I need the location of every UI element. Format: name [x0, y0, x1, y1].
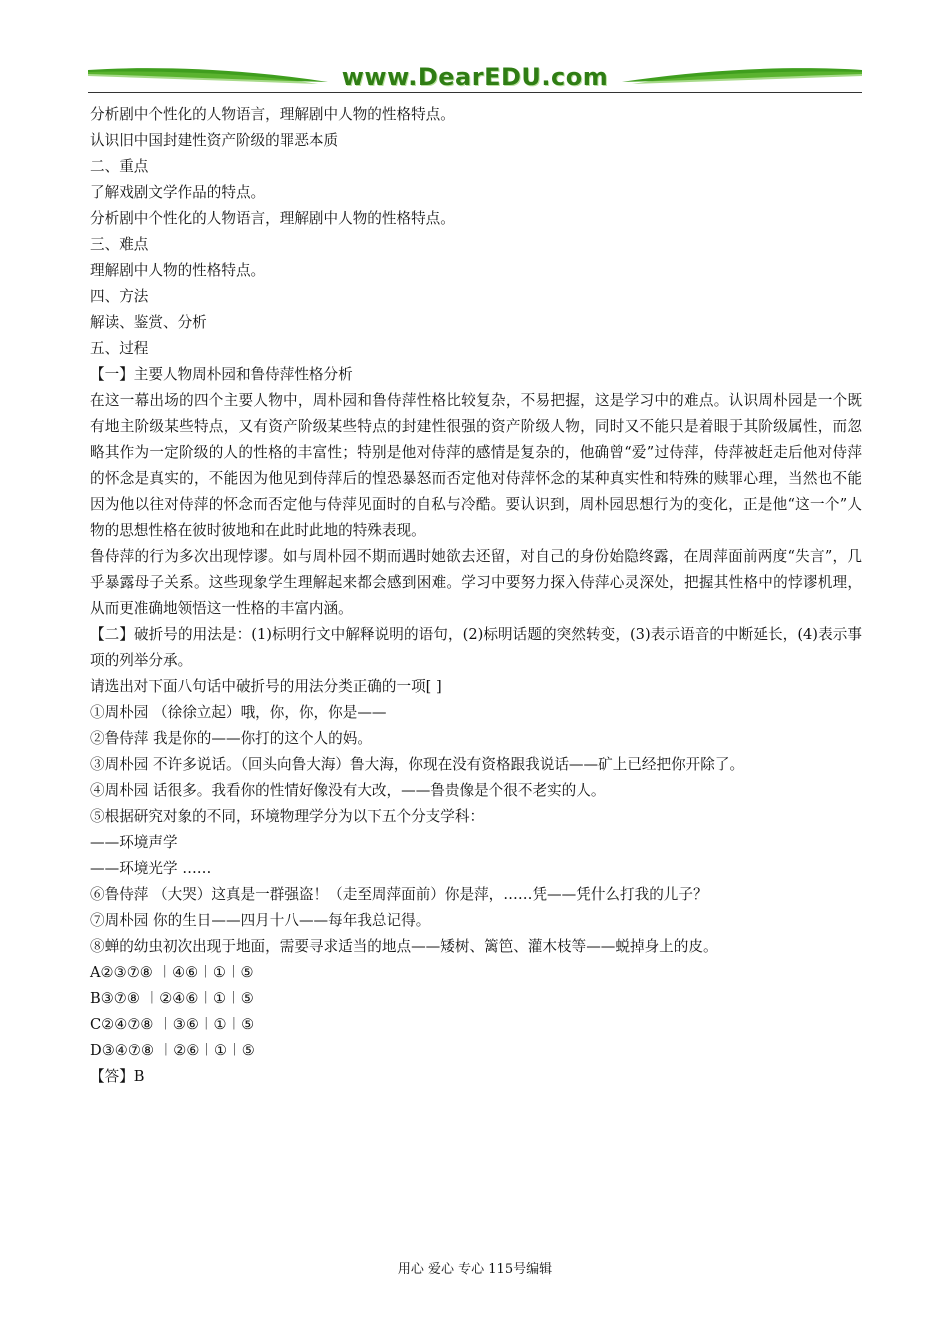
answer-option-d: D③④⑦⑧ ︱②⑥︱①︱⑤: [90, 1042, 255, 1059]
answer-option-c: C②④⑦⑧ ︱③⑥︱①︱⑤: [90, 1016, 255, 1033]
example-sentence: ⑥鲁侍萍 （大哭）这真是一群强盗！（走至周萍面前）你是萍，……凭——凭什么打我的儿子？: [90, 886, 708, 903]
site-header-banner: [88, 60, 862, 96]
answer-option-a: A②③⑦⑧ ︱④⑥︱①︱⑤: [90, 964, 254, 981]
site-logo[interactable]: www.DearEDU.com: [341, 63, 609, 91]
header-divider: [88, 92, 862, 93]
example-sentence: ④周朴园 话很多。我看你的性情好像没有大改，——鲁贵像是个很不老实的人。: [90, 782, 606, 799]
subsection-heading: 【一】主要人物周朴园和鲁侍萍性格分析: [90, 366, 353, 383]
section-heading: 四、方法: [90, 288, 149, 305]
answer-option-b: B③⑦⑧ ︱②④⑥︱①︱⑤: [90, 990, 254, 1007]
question-prompt: 请选出对下面八句话中破折号的用法分类正确的一项[ ]: [90, 678, 442, 695]
text-line: 分析剧中个性化的人物语言，理解剧中人物的性格特点。: [90, 210, 455, 227]
text-line: 分析剧中个性化的人物语言，理解剧中人物的性格特点。: [90, 106, 455, 123]
text-line: 解读、鉴赏、分析: [90, 314, 207, 331]
example-sentence: ——环境光学 ……: [90, 860, 212, 877]
example-sentence: ——环境声学: [90, 834, 178, 851]
example-sentence: ⑦周朴园 你的生日——四月十八——每年我总记得。: [90, 912, 431, 929]
paragraph: 在这一幕出场的四个主要人物中，周朴园和鲁侍萍性格比较复杂，不易把握，这是学习中的难点。认识周朴园是一个既有地主阶级某些特点，又有资产阶级某些特点的封建性很强的资产阶级人物，同时又不能只是着眼于其阶级属性，而忽略其作为一定阶级的人的性格的丰富性；特别是他对侍萍的感情是复杂的，他确曾“爱”过侍萍，侍萍被赶走后他对侍萍的怀念是真实的，不能因为他见到侍萍后的惶恐暴怒而否定他对侍萍怀念的某种真实性和特殊的赎罪心理，当然也不能因为他以往对侍萍的怀念而否定他与侍萍见面时的自私与冷酷。要认识到，周朴园思想行为的变化，正是他“这一个”人物的思想性格在彼时彼地和在此时此地的特殊表现。: [90, 392, 862, 539]
text-line: 理解剧中人物的性格特点。: [90, 262, 266, 279]
text-line: 认识旧中国封建性资产阶级的罪恶本质: [90, 132, 339, 149]
paragraph: 鲁侍萍的行为多次出现悖谬。如与周朴园不期而遇时她欲去还留，对自己的身份始隐终露，在周萍面前两度“失言”，几乎暴露母子关系。这些现象学生理解起来都会感到困难。学习中要努力探入侍萍心灵深处，把握其性格中的悖谬机理，从而更准确地领悟这一性格的丰富内涵。: [90, 548, 862, 617]
example-sentence: ⑧蝉的幼虫初次出现于地面，需要寻求适当的地点——矮树、篱笆、灌木枝等——蜕掉身上的皮。: [90, 938, 718, 955]
text-line: 了解戏剧文学作品的特点。: [90, 184, 266, 201]
document-body: [90, 102, 862, 1090]
example-sentence: ②鲁侍萍 我是你的——你打的这个人的妈。: [90, 730, 372, 747]
section-heading: 五、过程: [90, 340, 149, 357]
answer-key: 【答】B: [90, 1068, 145, 1085]
example-sentence: ⑤根据研究对象的不同，环境物理学分为以下五个分支学科：: [90, 808, 485, 825]
section-heading: 三、难点: [90, 236, 149, 253]
example-sentence: ③周朴园 不许多说话。（回头向鲁大海）鲁大海，你现在没有资格跟我说话——矿上已经把你开除了。: [90, 756, 745, 773]
section-heading: 二、重点: [90, 158, 149, 175]
paragraph: 【二】破折号的用法是：(1)标明行文中解释说明的语句，(2)标明话题的突然转变，(3)表示语音的中断延长，(4)表示事项的列举分承。: [90, 626, 862, 669]
example-sentence: ①周朴园 （徐徐立起）哦，你，你，你是——: [90, 704, 387, 721]
page-footer: 用心 爱心 专心 115号编辑: [397, 1262, 553, 1277]
